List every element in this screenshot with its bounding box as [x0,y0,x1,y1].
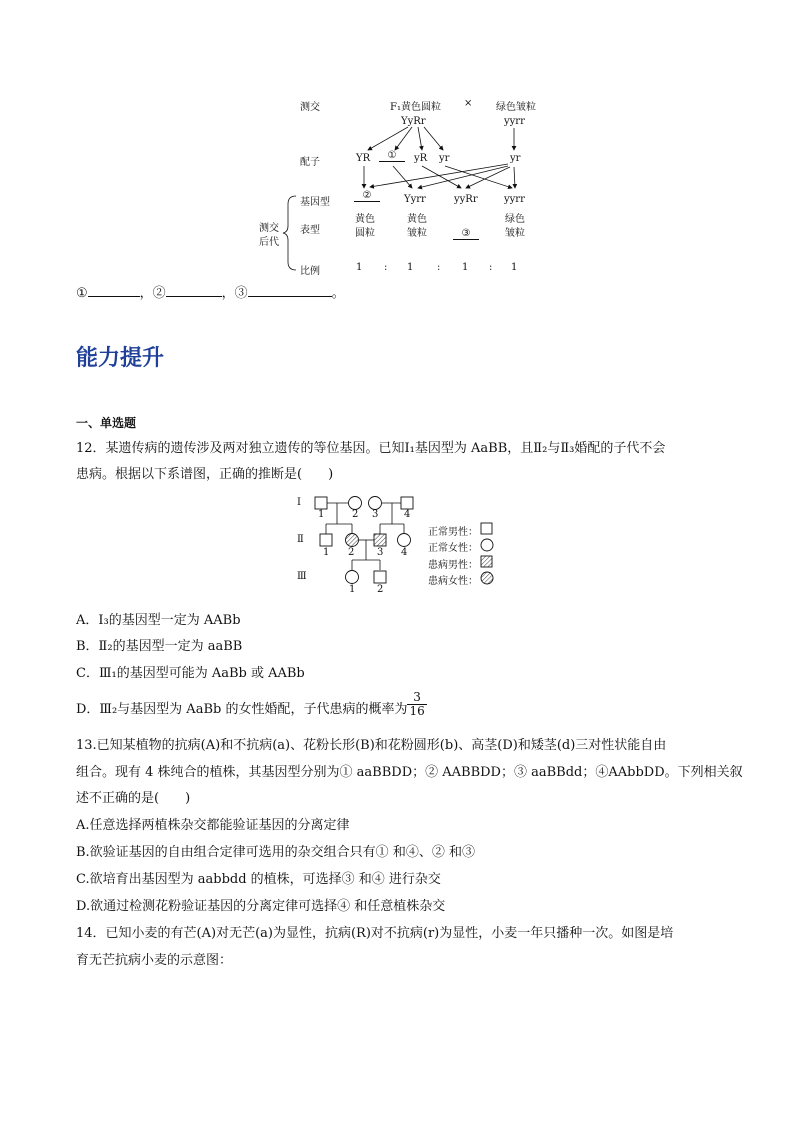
q13-stem-line-1: 13.已知某植物的抗病(A)和不抗病(a)、花粉长形(B)和花粉圆形(b)、高茎(D)和矮茎(d)三对性状能自由 [76,738,667,753]
probability-fraction [407,691,426,718]
ratio-value: 1 [407,262,414,273]
pedigree-III2-male [374,571,386,583]
q12-option-d[interactable] [76,690,427,720]
legend-normal-female-symbol [481,539,493,551]
q13-option-a[interactable]: A.任意选择两植株杂交都能验证基因的分离定律 [76,818,350,833]
legend-affected-male: 患病男性： [428,560,478,571]
gamete-yr: yr [439,153,450,164]
pedigree-number: 1 [318,509,325,520]
q14-stem-line-2: 育无芒抗病小麦的示意图： [76,953,233,968]
answer-3-blank[interactable] [248,284,332,297]
pedigree-II3-affected-male [374,534,386,546]
ratio-sep: : [384,262,388,273]
fraction-numerator: 3 [407,691,426,705]
q12-stem-line-1: 12．某遗传病的遗传涉及两对独立遗传的等位基因。已知Ⅰ₁基因型为 AaBB，且Ⅱ₂与Ⅱ₃婚配的子代不会 [76,441,666,456]
legend-normal-male: 正常男性： [428,527,478,538]
genotype-label: 基因型 [300,197,330,208]
pedigree-number: 3 [372,509,379,520]
genotype-yyRr: yyRr [454,194,478,205]
pedigree-number: 2 [377,584,384,595]
ratio-label: 比例 [300,266,320,277]
phenotype-yellow-wrinkled [402,213,432,241]
cross-symbol: × [464,98,473,109]
pedigree-number: 2 [348,547,355,558]
f1-parent-label: F₁黄色圆粒 [390,102,441,113]
gamete-yr-dominant: YR [356,153,371,164]
phenotype-label: 表型 [300,225,320,236]
pedigree-number: 4 [401,547,408,558]
phenotype-text: 黄色 [355,214,375,225]
offspring-label-2: 后代 [259,237,279,248]
section-heading: 能力提升 [76,346,165,371]
pedigree-II4-female [398,534,411,547]
pedigree-III1-female [346,571,359,584]
legend-normal-female: 正常女性： [428,543,478,554]
q14-stem-line-1: 14．已知小麦的有芒(A)对无芒(a)为显性，抗病(R)对不抗病(r)为显性，小麦一年只播种一次。如图是培 [76,926,674,941]
genotype-Yyrr: Yyrr [404,194,426,205]
phenotype-text: 皱粒 [407,228,427,239]
ratio-sep: : [489,262,493,273]
phenotype-green-wrinkled [500,213,530,241]
test-cross-label: 测交 [300,102,320,113]
answer-1-blank[interactable] [88,284,140,297]
green-gamete: yr [510,153,521,164]
answer-2-label: ，② [139,286,166,301]
phenotype-text: 绿色 [505,214,525,225]
pedigree-I2-female [349,497,362,510]
q12-option-b[interactable]: B．Ⅱ₂的基因型一定为 aaBB [76,639,243,654]
q13-option-d[interactable]: D.欲通过检测花粉验证基因的分离定律可选择④ 和任意植株杂交 [76,899,446,914]
green-genotype: yyrr [504,116,525,127]
f1-genotype: YyRr [401,116,426,127]
q13-option-b[interactable]: B.欲验证基因的自由组合定律可选用的杂交组合只有① 和④、② 和③ [76,845,475,860]
pedigree-number: 1 [323,547,330,558]
green-parent-label: 绿色皱粒 [496,102,536,113]
answer-3-label: ，③ [221,286,248,301]
pedigree-number: 4 [404,509,411,520]
phenotype-text: 皱粒 [505,228,525,239]
phenotype-blank-3: ③ [453,228,479,240]
legend-affected-female-symbol [481,572,493,584]
answer-end: 。 [331,286,345,301]
answer-line [76,284,345,304]
cross-arrows [0,0,794,290]
q12-stem-line-2: 患病。根据以下系谱图，正确的推断是( ) [76,467,334,482]
q13-stem-line-3: 述不正确的是( ) [76,791,191,806]
question-type-heading: 一、单选题 [76,416,137,430]
answer-1-label: ① [76,286,88,301]
pedigree-gen-I-label: Ⅰ [297,497,301,508]
legend-affected-male-symbol [481,556,492,567]
pedigree-number: 2 [352,509,359,520]
phenotype-text: 黄色 [407,214,427,225]
phenotype-yellow-round [350,213,380,241]
genotype-blank-2: ② [354,190,380,202]
fraction-denominator: 16 [409,704,425,718]
pedigree-I1-male [315,497,327,509]
q13-stem-line-2: 组合。现有 4 株纯合的植株，其基因型分别为① aaBBDD；② AABBDD；③ aaBBdd；④AAbbDD。下列相关叙 [76,765,743,780]
pedigree-II2-affected-female [346,534,359,547]
q12-option-c[interactable]: C．Ⅲ₁的基因型可能为 AaBb 或 AABb [76,666,305,681]
genotype-yyrr: yyrr [504,194,525,205]
offspring-label-1: 测交 [259,223,279,234]
q12-option-d-text: D．Ⅲ₂与基因型为 AaBb 的女性婚配，子代患病的概率为 [76,702,408,717]
q13-option-c[interactable]: C.欲培育出基因型为 aabbdd 的植株，可选择③ 和④ 进行杂交 [76,872,441,887]
answer-2-blank[interactable] [166,284,222,297]
pedigree-I3-female [369,497,382,510]
gamete-label: 配子 [300,157,320,168]
ratio-value: 1 [462,262,469,273]
pedigree-number: 3 [377,547,384,558]
gamete-yR: yR [414,153,428,164]
pedigree-II1-male [320,534,332,546]
ratio-value: 1 [511,262,518,273]
legend-normal-male-symbol [481,523,492,534]
phenotype-text: 圆粒 [355,228,375,239]
ratio-sep: : [437,262,441,273]
pedigree-gen-III-label: Ⅲ [297,571,307,582]
pedigree-I4-male [401,497,413,509]
gamete-blank-1: ① [379,150,405,162]
legend-affected-female: 患病女性： [428,576,478,587]
pedigree-number: 1 [349,584,356,595]
ratio-value: 1 [356,262,363,273]
q12-option-a[interactable]: A．Ⅰ₃的基因型一定为 AABb [76,613,241,628]
pedigree-gen-II-label: Ⅱ [297,534,304,545]
